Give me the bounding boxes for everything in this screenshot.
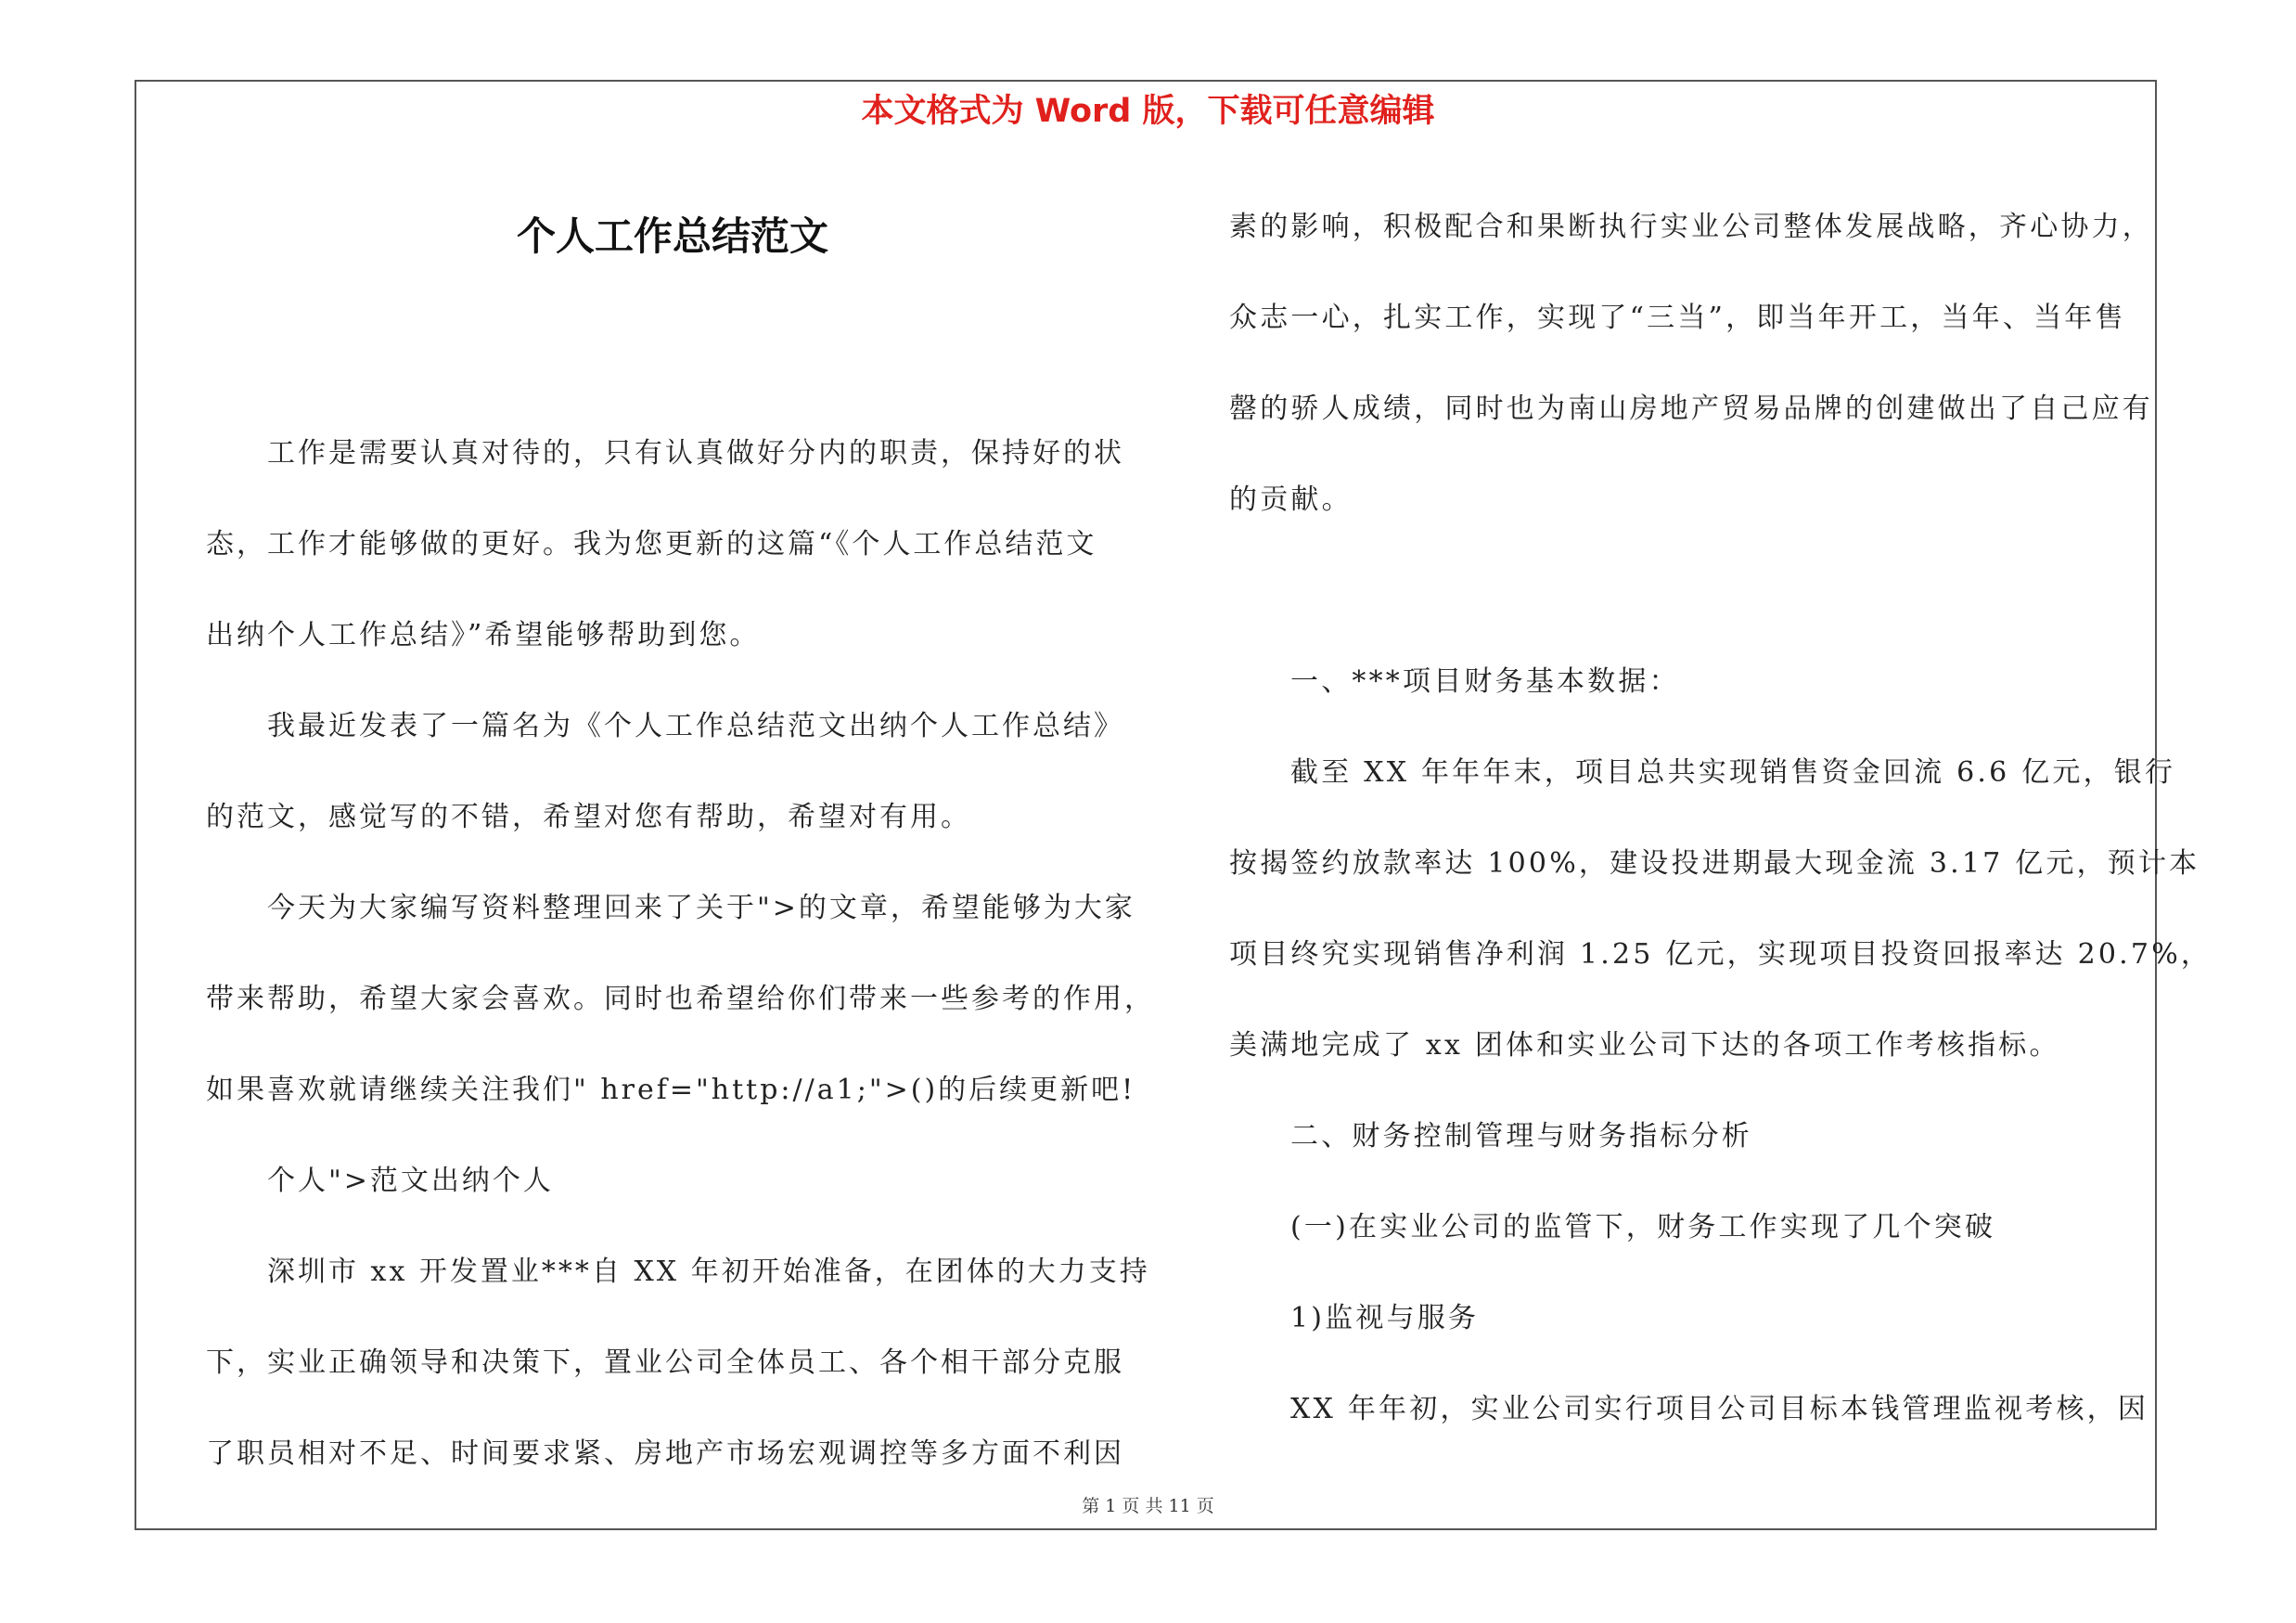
text-line: 带来帮助，希望大家会喜欢。同时也希望给你们带来一些参考的作用， <box>206 983 1155 1015</box>
text-line: 截至 XX 年年年末，项目总共实现销售资金回流 6.6 亿元，银行 <box>1290 756 2176 789</box>
format-banner: 本文格式为 Word 版，下载可任意编辑 <box>861 93 1435 130</box>
right-column <box>1229 182 2213 1455</box>
text-line: 态，工作才能够做的更好。我为您更新的这篇“《个人工作总结范文 <box>206 528 1097 560</box>
text-line: 个人">范文出纳个人 <box>267 1165 554 1197</box>
text-line: 如果喜欢就请继续关注我们" href="http://a1;">()的后续更新吧! <box>206 1074 1136 1106</box>
subsection-heading: (一)在实业公司的监管下，财务工作实现了几个突破 <box>1290 1211 1996 1243</box>
text-line: 美满地完成了 xx 团体和实业公司下达的各项工作考核指标。 <box>1229 1029 2060 1062</box>
text-line: 今天为大家编写资料整理回来了关于">的文章，希望能够为大家 <box>267 892 1135 924</box>
text-line: 的贡献。 <box>1229 483 1353 516</box>
text-line: 我最近发表了一篇名为《个人工作总结范文出纳个人工作总结》 <box>267 710 1124 742</box>
page-number: 第 1 页 共 11 页 <box>1082 1496 1214 1516</box>
text-line: 项目终究实现销售净利润 1.25 亿元，实现项目投资回报率达 20.7%， <box>1229 938 2213 971</box>
text-line: 深圳市 xx 开发置业***自 XX 年初开始准备，在团体的大力支持 <box>267 1256 1150 1288</box>
text-line: 工作是需要认真对待的，只有认真做好分内的职责，保持好的状 <box>267 437 1124 470</box>
subsection-heading: 1)监视与服务 <box>1290 1302 1480 1334</box>
text-line: 了职员相对不足、时间要求紧、房地产市场宏观调控等多方面不利因 <box>206 1437 1124 1470</box>
text-line: 下，实业正确领导和决策下，置业公司全体员工、各个相干部分克服 <box>206 1346 1124 1379</box>
text-line: 出纳个人工作总结》”希望能够帮助到您。 <box>206 619 761 651</box>
paragraph-gap <box>1229 546 2171 637</box>
left-column <box>206 408 1155 1500</box>
document-title: 个人工作总结范文 <box>516 213 828 259</box>
text-line: 众志一心，扎实工作，实现了“三当”，即当年开工，当年、当年售 <box>1229 302 2126 334</box>
text-line: 素的影响，积极配合和果断执行实业公司整体发展战略，齐心协力， <box>1229 211 2153 243</box>
text-line: 的范文，感觉写的不错，希望对您有帮助，希望对有用。 <box>206 801 971 833</box>
text-line: 罄的骄人成绩，同时也为南山房地产贸易品牌的创建做出了自己应有 <box>1229 393 2153 425</box>
section-heading: 二、财务控制管理与财务指标分析 <box>1290 1120 1752 1153</box>
section-heading: 一、***项目财务基本数据： <box>1290 665 1680 698</box>
text-line: XX 年年初，实业公司实行项目公司目标本钱管理监视考核，因 <box>1290 1393 2149 1425</box>
text-line: 按揭签约放款率达 100%，建设投进期最大现金流 3.17 亿元，预计本 <box>1229 847 2200 880</box>
